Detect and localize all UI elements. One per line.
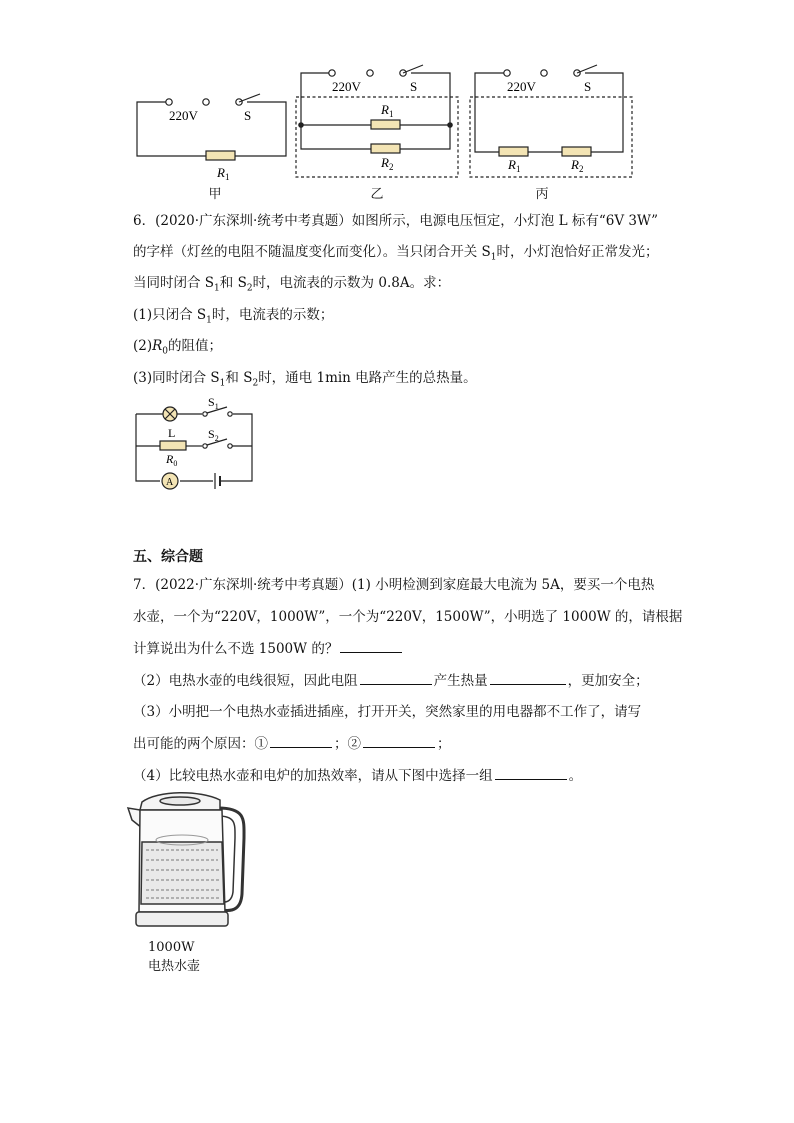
yi-switch: S bbox=[410, 79, 418, 94]
q7-part-3-line-1: （3）小明把一个电热水壶插进插座，打开开关，突然家里的用电器都不工作了，请写 bbox=[133, 704, 642, 720]
q7-part-4: （4）比较电热水壶和电炉的加热效率，请从下图中选择一组 。 bbox=[133, 768, 583, 784]
yi-r1-label: $R_1$ bbox=[381, 102, 394, 119]
bing-switch: S bbox=[584, 79, 592, 94]
bing-r1-label: $R_1$ bbox=[508, 157, 521, 174]
q6-ammeter-label: A bbox=[166, 477, 174, 488]
q6-s1-label: $S_1$ bbox=[208, 395, 219, 411]
circuit-jia bbox=[137, 94, 286, 160]
q6-part-3: (3)同时闭合 $S_1$和 $S_2$时，通电 1min 电路产生的总热量。 bbox=[133, 370, 477, 389]
q7-line-3: 计算说出为什么不选 1500W 的？ bbox=[133, 639, 404, 658]
q7-answer-blank-3[interactable] bbox=[490, 671, 566, 685]
q7-answer-blank-2[interactable] bbox=[360, 671, 432, 685]
caption-bing: 丙 bbox=[535, 187, 549, 202]
kettle-name-label: 电热水壶 bbox=[148, 959, 201, 974]
jia-switch: S bbox=[244, 108, 252, 123]
jia-resistor-label: $R_1$ bbox=[217, 165, 230, 182]
q6-line-2: 的字样（灯丝的电阻不随温度变化而变化）。当只闭合开关 $S_1$时，小灯泡恰好正常发光； bbox=[133, 244, 659, 263]
q7-answer-blank-6[interactable] bbox=[495, 766, 567, 780]
yi-voltage: 220V bbox=[332, 79, 361, 94]
bing-r2-label: $R_2$ bbox=[571, 157, 584, 174]
jia-voltage: 220V bbox=[169, 108, 198, 123]
kettle-power-label: 1000W bbox=[148, 940, 195, 955]
q7-answer-blank-5[interactable] bbox=[363, 734, 435, 748]
kettle-image bbox=[122, 786, 252, 934]
q7-line-1: 7．(2022·广东深圳·统考中考真题）(1) 小明检测到家庭最大电流为 5A，要买一个电热 bbox=[133, 577, 655, 593]
q6-lamp-label: L bbox=[168, 426, 176, 440]
caption-jia: 甲 bbox=[208, 187, 222, 202]
q7-answer-blank-4[interactable] bbox=[270, 734, 332, 748]
q6-line-3: 当同时闭合 $S_1$和 $S_2$时，电流表的示数为 0.8A。求： bbox=[133, 275, 451, 294]
caption-yi: 乙 bbox=[370, 187, 384, 202]
circuits-top-figure bbox=[0, 0, 794, 210]
kettle-caption bbox=[148, 938, 218, 976]
q7-part-3-line-2: 出可能的两个原因：① ；② ； bbox=[133, 736, 451, 752]
circuit-yi bbox=[296, 65, 458, 177]
yi-r2-label: $R_2$ bbox=[381, 155, 394, 172]
q6-circuit-figure bbox=[120, 390, 270, 500]
q7-line-2: 水壶，一个为“220V，1000W”，一个为“220V，1500W”，小明选了 1000W 的，请根据 bbox=[133, 609, 683, 625]
q6-r0-label: $R_0$ bbox=[166, 452, 178, 468]
q6-s2-label: $S_2$ bbox=[208, 427, 219, 443]
q7-answer-blank-1[interactable] bbox=[340, 639, 402, 653]
q6-part-2: $(2)R_0$的阻值； bbox=[133, 338, 223, 357]
q7-part-2: （2）电热水壶的电线很短，因此电阻 产生热量 ，更加安全； bbox=[133, 673, 649, 689]
section-5-title: 五、综合题 bbox=[133, 549, 203, 565]
circuit-bing bbox=[470, 65, 632, 177]
bing-voltage: 220V bbox=[507, 79, 536, 94]
q6-part-1: (1)只闭合 $S_1$时，电流表的示数； bbox=[133, 307, 334, 326]
q6-line-1: 6．(2020·广东深圳·统考中考真题）如图所示，电源电压恒定，小灯泡 L 标有“6V 3W” bbox=[133, 213, 658, 229]
